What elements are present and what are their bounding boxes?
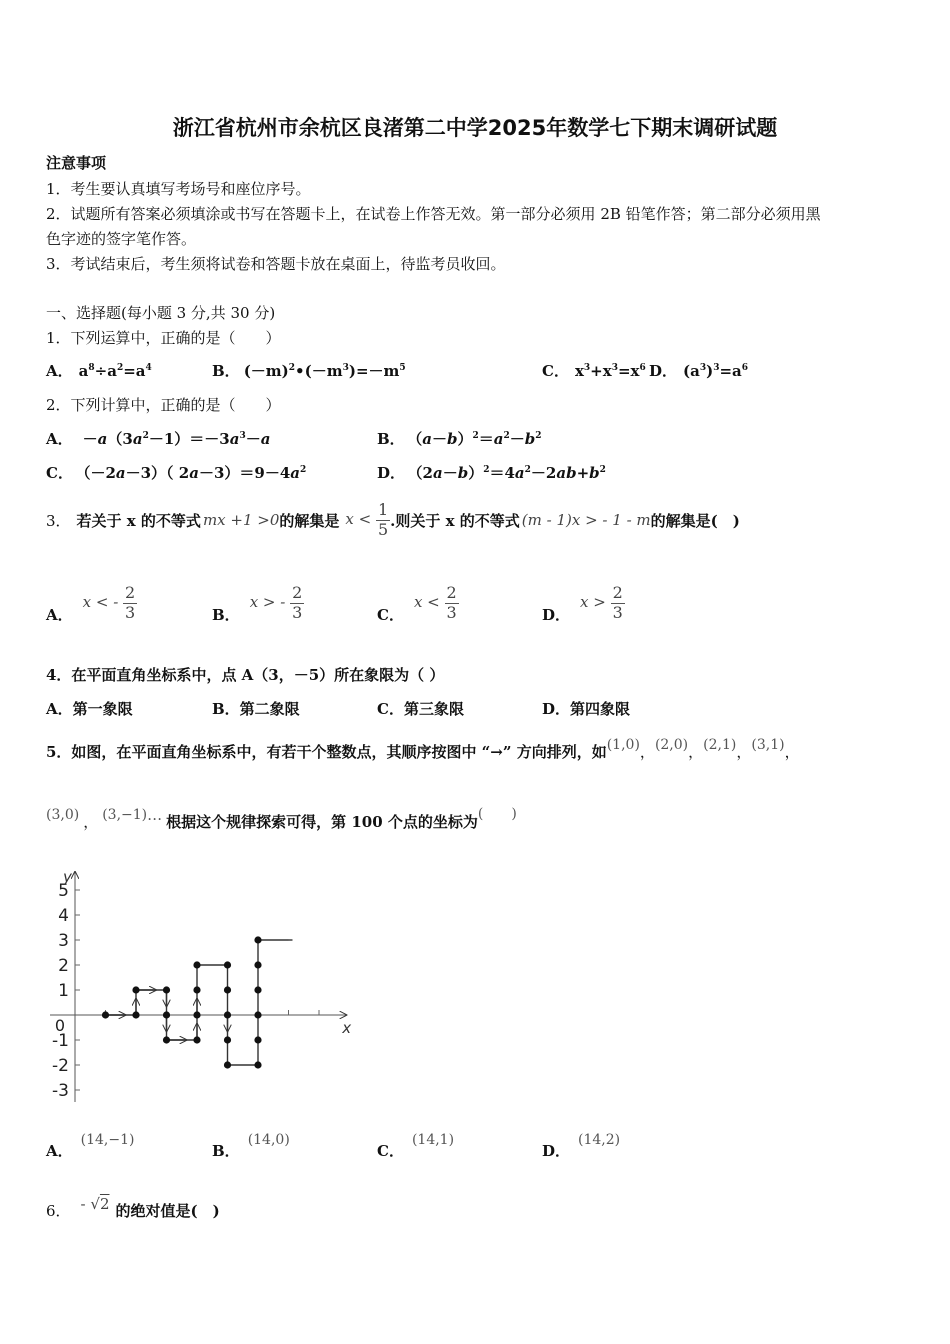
notice-item-1: 1．考生要认真填写考场号和座位序号。 xyxy=(46,180,311,198)
notice-item-2: 2．试题所有答案必须填涂或书写在答题卡上，在试卷上作答无效。第一部分必须用 2B 铅笔作答；第二部分必须用黑 xyxy=(46,205,821,223)
lattice-point xyxy=(224,1011,231,1018)
q3-option-b: B． x > - $\frac{2}{3}$ xyxy=(212,583,303,624)
y-tick-label: 5 xyxy=(58,881,69,901)
q5-stem-line-1: 5．如图，在平面直角坐标系中，有若干个整数点，其顺序按图中 “→” 方向排列，如 (1,0) ， (2,0) ， (2,1) ， (3,1) ， xyxy=(46,737,800,761)
notice-item-3: 3．考试结束后，考生须将试卷和答题卡放在桌面上，待监考员收回。 xyxy=(46,255,506,273)
q4-option-d: D．第四象限 xyxy=(542,700,631,718)
q5-text-1: 5．如图，在平面直角坐标系中，有若干个整数点，其顺序按图中 “→” 方向排列，如 xyxy=(46,742,607,761)
q4-option-c: C．第三象限 xyxy=(377,700,464,718)
lattice-point xyxy=(224,1061,231,1068)
q5-point-5: (3,0) xyxy=(46,807,80,823)
lattice-point xyxy=(163,1036,170,1043)
q5-text-2: 根据这个规律探索可得，第 100 个点的坐标为 xyxy=(166,812,478,831)
lattice-point xyxy=(132,986,139,993)
q2-option-d: D． $(2a-b)^2=4a^2-2ab+b^2$ xyxy=(377,464,606,482)
y-tick-label: 4 xyxy=(58,906,69,926)
lattice-point xyxy=(163,1011,170,1018)
y-axis-label: y xyxy=(63,868,72,886)
q2-stem: 2．下列计算中，正确的是（ ） xyxy=(46,396,281,414)
q2-option-b: B． $(a-b)^2=a^2-b^2$ xyxy=(377,430,542,448)
q1-option-a: A． $a^8\div a^2=a^4$ xyxy=(46,362,152,380)
lattice-point xyxy=(254,1036,261,1043)
lattice-point xyxy=(254,986,261,993)
q4-stem: 4．在平面直角坐标系中，点 A（3，－5）所在象限为（ ） xyxy=(46,666,445,684)
q1-option-c: C． $x^3+x^3=x^6$ xyxy=(542,362,646,380)
q5-ellipsis: … xyxy=(147,806,163,824)
q4-option-b: B．第二象限 xyxy=(212,700,300,718)
q5-point-4: (3,1) xyxy=(751,737,785,753)
lattice-point xyxy=(224,1036,231,1043)
x-axis-label: x xyxy=(342,1019,352,1037)
q2-option-c: C． （－2a－3）（ $2a-3)=9-4a^2$ xyxy=(46,464,307,482)
notice-heading: 注意事项 xyxy=(46,154,107,172)
lattice-point xyxy=(193,986,200,993)
page-title: 浙江省杭州市余杭区良渚第二中学2025年数学七下期末调研试题 xyxy=(172,116,778,140)
q5-answer-paren: ( ) xyxy=(477,806,517,822)
lattice-point xyxy=(254,961,261,968)
lattice-point xyxy=(102,1011,109,1018)
lattice-point xyxy=(193,961,200,968)
q3-text-1: 若关于 x 的不等式 xyxy=(76,511,201,530)
lattice-point xyxy=(224,986,231,993)
q3-option-c: C． x < $\frac{2}{3}$ xyxy=(377,583,457,624)
lattice-point xyxy=(254,1061,261,1068)
q5-point-1: (1,0) xyxy=(606,737,640,753)
y-tick-label: -3 xyxy=(52,1081,69,1101)
q6-text: 的绝对值是( ) xyxy=(115,1201,220,1220)
q3-math-inequality: mx +1 >0 xyxy=(202,511,280,529)
lattice-point xyxy=(193,1036,200,1043)
y-tick-label: 3 xyxy=(58,931,69,951)
q5-option-a: A． (14,−1) xyxy=(46,1132,135,1160)
q5-coordinate-figure xyxy=(40,855,370,1115)
q3-text-3: .则关于 x 的不等式 xyxy=(390,511,520,530)
q3-option-d: D． x > $\frac{2}{3}$ xyxy=(542,583,623,624)
q1-option-b: B． $(-m)^2•(-m^3)=-m^5$ xyxy=(212,362,406,380)
y-tick-label: -1 xyxy=(52,1031,69,1051)
y-tick-label: 1 xyxy=(58,981,69,1001)
y-tick-label: 2 xyxy=(58,956,69,976)
y-tick-label: -2 xyxy=(52,1056,69,1076)
q5-point-3: (2,1) xyxy=(703,737,737,753)
q5-option-b: B． (14,0) xyxy=(212,1132,290,1160)
lattice-point xyxy=(163,986,170,993)
q5-point-2: (2,0) xyxy=(654,737,689,753)
q4-option-a: A．第一象限 xyxy=(46,700,133,718)
q3-math-inequality-2: (m - 1)x > - 1 - m xyxy=(521,511,651,529)
q2-option-a: A． $-a(3a^2-1)=-3a^3-a$ xyxy=(46,430,271,448)
lattice-point xyxy=(224,961,231,968)
lattice-point xyxy=(193,1011,200,1018)
q5-option-c: C． (14,1) xyxy=(377,1132,455,1160)
q1-stem: 1．下列运算中，正确的是（ ） xyxy=(46,329,281,347)
q6-number: 6． xyxy=(46,1201,71,1220)
q5-option-d: D． (14,2) xyxy=(542,1132,621,1160)
q1-option-d: D． $(a^3)^3=a^6$ xyxy=(649,362,749,380)
q6-stem xyxy=(46,1194,220,1226)
lattice-point xyxy=(132,1011,139,1018)
q3-number: 3． xyxy=(46,511,71,530)
q3-text-4: 的解集是( ) xyxy=(650,511,740,530)
q5-point-6: (3,−1) xyxy=(102,807,148,823)
origin-label: 0 xyxy=(54,1016,65,1035)
q5-stem-line-2: (3,0) ， (3,−1) … 根据这个规律探索可得，第 100 个点的坐标为 ( ) xyxy=(46,806,517,836)
q3-math-solution: x < $\frac{1}{5}$ xyxy=(345,500,389,539)
lattice-point xyxy=(254,1011,261,1018)
notice-item-2-cont: 色字迹的签字笔作答。 xyxy=(46,230,197,248)
q6-math-neg-sqrt2: - √2 xyxy=(80,1195,110,1213)
q3-stem xyxy=(46,496,740,544)
q3-text-2: 的解集是 xyxy=(279,511,340,530)
q3-option-a: A． x < - $\frac{2}{3}$ xyxy=(46,583,136,624)
lattice-point xyxy=(254,936,261,943)
section-heading: 一、选择题(每小题 3 分,共 30 分) xyxy=(46,304,276,322)
